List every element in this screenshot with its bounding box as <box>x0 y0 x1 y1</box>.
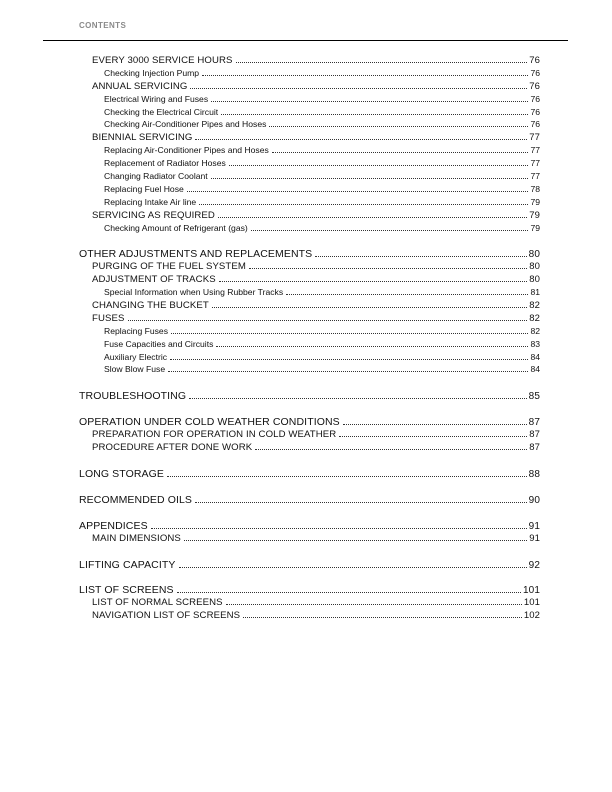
toc-entry-label: Checking Amount of Refrigerant (gas) <box>104 222 248 233</box>
toc-entry-page: 91 <box>529 532 540 544</box>
toc-entry-label: FUSES <box>92 312 125 324</box>
dot-leader <box>229 165 529 166</box>
dot-leader <box>249 268 527 269</box>
toc-entry <box>79 223 540 236</box>
toc-entry <box>79 55 540 68</box>
toc-entry-label: OTHER ADJUSTMENTS AND REPLACEMENTS <box>79 248 313 261</box>
toc-entry-page: 79 <box>529 209 540 221</box>
toc-entry-page: 90 <box>528 494 540 506</box>
dot-leader <box>251 230 529 231</box>
toc-entry <box>79 132 540 145</box>
dot-leader <box>339 436 527 437</box>
dot-leader <box>212 307 527 308</box>
toc-entry-page: 80 <box>528 249 540 261</box>
toc-entry-label: Replacing Air-Conditioner Pipes and Hoses <box>104 145 269 156</box>
toc-entry-label: Checking Air-Conditioner Pipes and Hoses <box>104 119 267 130</box>
dot-leader <box>195 139 527 140</box>
toc-entry-label: APPENDICES <box>79 519 148 532</box>
dot-leader <box>151 528 527 529</box>
toc-entry-label: LIST OF SCREENS <box>79 584 174 597</box>
toc-entry <box>79 533 540 546</box>
header-rule <box>43 40 568 41</box>
toc-entry <box>79 107 540 120</box>
dot-leader <box>167 476 527 477</box>
toc-entry-page: 91 <box>528 520 540 532</box>
toc-entry <box>79 610 540 623</box>
toc-entry-label: PURGING OF THE FUEL SYSTEM <box>92 261 246 273</box>
toc-entry <box>79 364 540 377</box>
toc-entry <box>79 339 540 352</box>
toc-entry-page: 101 <box>523 585 540 597</box>
dot-leader <box>286 294 528 295</box>
dot-leader <box>216 346 528 347</box>
toc-entry <box>79 197 540 210</box>
toc-entry-label: ADJUSTMENT OF TRACKS <box>92 274 216 286</box>
toc-entry-label: PROCEDURE AFTER DONE WORK <box>92 442 253 454</box>
toc-entry-label: Replacing Fuel Hose <box>104 183 184 194</box>
toc-entry-label: Special Information when Using Rubber Tracks <box>104 287 284 298</box>
toc-entry <box>79 390 540 403</box>
dot-leader <box>236 62 528 63</box>
dot-leader <box>211 178 529 179</box>
toc-entry-page: 76 <box>530 119 540 130</box>
toc-entry-label: CHANGING THE BUCKET <box>92 300 209 312</box>
toc-entry-page: 87 <box>528 417 540 429</box>
toc-entry-page: 87 <box>529 429 540 441</box>
toc-entry-page: 83 <box>530 338 540 349</box>
toc-entry <box>79 313 540 326</box>
dot-leader <box>189 398 527 399</box>
toc-entry-page: 88 <box>528 468 540 480</box>
dot-leader <box>179 567 527 568</box>
dot-leader <box>128 320 528 321</box>
dot-leader <box>177 592 521 593</box>
toc-entry <box>79 210 540 223</box>
dot-leader <box>171 333 528 334</box>
toc-entry-page: 76 <box>530 106 540 117</box>
dot-leader <box>195 502 527 503</box>
toc-entry-page: 77 <box>530 145 540 156</box>
dot-leader <box>219 281 528 282</box>
toc-entry <box>79 416 540 429</box>
toc-entry-page: 85 <box>528 391 540 403</box>
toc-entry <box>79 81 540 94</box>
toc-entry <box>79 274 540 287</box>
toc-entry-page: 84 <box>530 351 540 362</box>
toc-entry-label: Electrical Wiring and Fuses <box>104 93 209 104</box>
toc-entry <box>79 68 540 81</box>
toc-entry-page: 78 <box>530 183 540 194</box>
toc-list <box>79 55 540 623</box>
toc-entry-page: 84 <box>530 364 540 375</box>
toc-entry-label: Replacing Intake Air line <box>104 196 197 207</box>
dot-leader <box>168 371 528 372</box>
toc-entry-label: Checking the Electrical Circuit <box>104 106 219 117</box>
toc-entry-label: Changing Radiator Coolant <box>104 171 208 182</box>
toc-entry-page: 82 <box>529 312 540 324</box>
toc-entry <box>79 184 540 197</box>
toc-entry-page: 80 <box>529 274 540 286</box>
dot-leader <box>199 204 528 205</box>
toc-entry-page: 79 <box>530 222 540 233</box>
toc-entry-page: 102 <box>523 610 540 622</box>
toc-entry <box>79 248 540 261</box>
dot-leader <box>243 617 522 618</box>
toc-entry <box>79 429 540 442</box>
toc-entry-page: 82 <box>530 325 540 336</box>
toc-entry-label: Replacement of Radiator Hoses <box>104 158 226 169</box>
toc-entry-page: 87 <box>529 442 540 454</box>
toc-entry <box>79 520 540 533</box>
dot-leader <box>218 217 527 218</box>
toc-entry-page: 79 <box>530 196 540 207</box>
toc-entry-label: LIFTING CAPACITY <box>79 558 176 571</box>
dot-leader <box>187 191 529 192</box>
toc-entry-label: MAIN DIMENSIONS <box>92 532 181 544</box>
toc-entry-label: TROUBLESHOOTING <box>79 390 187 403</box>
toc-entry <box>79 597 540 610</box>
toc-entry-page: 92 <box>528 559 540 571</box>
dot-leader <box>202 75 528 76</box>
toc-entry <box>79 94 540 107</box>
toc-entry-label: Slow Blow Fuse <box>104 364 166 375</box>
toc-entry-label: Replacing Fuses <box>104 325 169 336</box>
toc-entry-page: 76 <box>529 55 540 66</box>
toc-entry <box>79 158 540 171</box>
toc-entry <box>79 261 540 274</box>
toc-entry <box>79 494 540 507</box>
toc-entry-label: RECOMMENDED OILS <box>79 493 193 506</box>
toc-entry-label: OPERATION UNDER COLD WEATHER CONDITIONS <box>79 416 340 429</box>
toc-entry-page: 82 <box>529 300 540 312</box>
dot-leader <box>315 256 526 257</box>
toc-entry-page: 77 <box>530 158 540 169</box>
toc-entry-label: ANNUAL SERVICING <box>92 80 188 92</box>
toc-entry <box>79 145 540 158</box>
dot-leader <box>255 449 527 450</box>
toc-entry <box>79 442 540 455</box>
toc-entry-page: 77 <box>530 171 540 182</box>
toc-entry-label: BIENNIAL SERVICING <box>92 132 193 144</box>
toc-entry-label: PREPARATION FOR OPERATION IN COLD WEATHER <box>92 429 337 441</box>
dot-leader <box>343 424 527 425</box>
dot-leader <box>269 126 528 127</box>
toc-entry-label: LIST OF NORMAL SCREENS <box>92 597 223 609</box>
dot-leader <box>184 540 527 541</box>
toc-entry-page: 76 <box>530 67 540 78</box>
toc-entry <box>79 468 540 481</box>
page-header-title: CONTENTS <box>79 21 127 30</box>
toc-entry <box>79 171 540 184</box>
toc-entry-page: 80 <box>529 261 540 273</box>
toc-entry-label: SERVICING AS REQUIRED <box>92 209 215 221</box>
toc-entry-page: 81 <box>530 287 540 298</box>
toc-entry-label: Auxiliary Electric <box>104 351 168 362</box>
toc-entry-label: Fuse Capacities and Circuits <box>104 338 214 349</box>
toc-entry <box>79 584 540 597</box>
toc-entry <box>79 352 540 365</box>
toc-entry-label: LONG STORAGE <box>79 467 165 480</box>
toc-entry-label: NAVIGATION LIST OF SCREENS <box>92 610 241 622</box>
toc-entry <box>79 300 540 313</box>
dot-leader <box>170 359 528 360</box>
toc-entry <box>79 559 540 572</box>
dot-leader <box>226 604 522 605</box>
toc-entry <box>79 287 540 300</box>
dot-leader <box>211 101 528 102</box>
dot-leader <box>272 152 529 153</box>
toc-entry-page: 76 <box>530 93 540 104</box>
toc-entry-label: Checking Injection Pump <box>104 67 200 78</box>
dot-leader <box>221 114 528 115</box>
toc-entry-page: 101 <box>523 597 540 609</box>
toc-entry-page: 77 <box>529 132 540 144</box>
toc-entry <box>79 326 540 339</box>
dot-leader <box>190 88 527 89</box>
toc-entry-label: EVERY 3000 SERVICE HOURS <box>92 55 233 66</box>
toc-entry-page: 76 <box>529 80 540 92</box>
toc-entry <box>79 119 540 132</box>
